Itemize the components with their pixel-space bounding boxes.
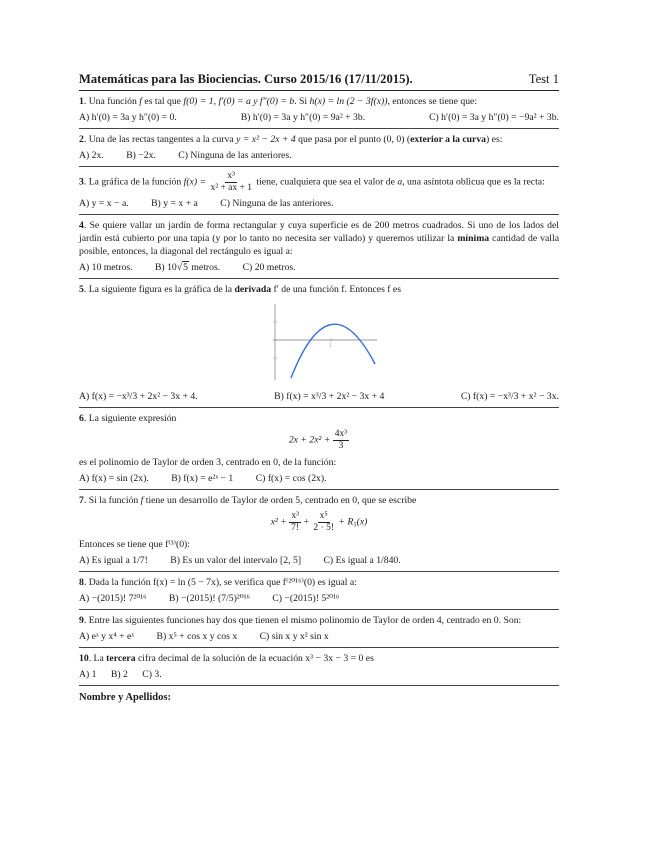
question-2	[79, 129, 559, 167]
option-c[interactable]: C) sin x y x² sin x	[259, 631, 329, 642]
option-c[interactable]: C) f(x) = cos (2x).	[255, 473, 327, 484]
option-c[interactable]: C) 20 metros.	[242, 262, 296, 273]
option-c[interactable]: C) Es igual a 1/840.	[323, 555, 401, 566]
exam-header	[79, 72, 559, 91]
option-b[interactable]: B) −2x.	[126, 150, 156, 161]
question-8	[79, 572, 559, 610]
question-6-text: 6. La siguiente expresión	[79, 413, 177, 424]
option-c[interactable]: C) Ninguna de las anteriores.	[220, 198, 334, 209]
option-a[interactable]: A) −(2015)! 7²⁰¹⁶	[79, 593, 147, 604]
question-4-options	[79, 261, 559, 274]
question-3-options	[79, 197, 559, 210]
option-c[interactable]: C) −(2015)! 5²⁰¹⁶	[272, 593, 340, 604]
option-b[interactable]: B) 2	[110, 669, 128, 680]
derivative-curve	[291, 324, 375, 378]
tick-label: 1	[329, 343, 332, 348]
question-4-text: 4. Se quiere vallar un jardín de forma rectangular y cuya superficie es de 200 metros cuadrados. Si uno de los lados del jardín está cubierto por una tapia (y por lo tanto no necesita ser vallado) y queremos utilizar la mínima cantidad de valla posible, entonces, la diagonal del rectángulo es igual a:	[79, 220, 559, 257]
option-a[interactable]: A) h′(0) = 3a y h″(0) = 0.	[79, 112, 177, 123]
question-2-text: 2. Una de las rectas tangentes a la curva y = x² − 2x + 4 que pasa por el punto (0, 0) (exterior a la curva) es:	[79, 134, 503, 145]
option-a[interactable]: A) 1	[79, 669, 97, 680]
option-a[interactable]: A) Es igual a 1/7!	[79, 555, 148, 566]
question-5-options	[79, 390, 559, 403]
question-5	[79, 279, 559, 408]
q7-expression: x² + $\frac{\text{x³}}{7!}$ + $\frac{\text{x⁵}}{2 \cdot 5!}$ + R₅(x)	[270, 511, 368, 533]
question-9-options	[79, 630, 559, 643]
question-7	[79, 490, 559, 572]
question-9-text: 9. Entre las siguientes funciones hay dos que tienen el mismo polinomio de Taylor de orden 4, centrado en 0. Son:	[79, 615, 522, 626]
question-8-options	[79, 592, 559, 605]
option-b[interactable]: B) Es un valor del intervalo [2, 5]	[170, 555, 302, 566]
question-3	[79, 167, 559, 215]
option-a[interactable]: A) 2x.	[79, 150, 104, 161]
question-6	[79, 408, 559, 490]
question-8-text: 8. Dada la función f(x) = ln (5 − 7x), se verifica que f⁽²⁰¹⁶⁾(0) es igual a:	[79, 577, 357, 588]
option-c[interactable]: C) f(x) = −x³/3 + x² − 3x.	[460, 391, 559, 402]
exam-page	[79, 72, 559, 703]
question-3-text: 3. La gráfica de la función f(x) = $\frac{\text{x³}}{\text{x² + ax + 1}}$ tiene, cualquiera que sea el valor de a, una asíntota oblicua que es la recta:	[79, 171, 545, 193]
question-2-options	[79, 149, 559, 162]
question-6-text-2: es el polinomio de Taylor de orden 3, centrado en 0, de la función:	[79, 457, 337, 468]
derivative-graph	[269, 302, 379, 382]
option-a[interactable]: A) eˣ y x⁴ + eˣ	[79, 631, 135, 642]
option-a[interactable]: A) f(x) = −x³/3 + 2x² − 3x + 4.	[79, 391, 198, 402]
question-1-text: 1. Una función f es tal que f(0) = 1, f′(0) = a y f″(0) = b. Si h(x) = ln (2 − 3f(x)), entonces se tiene que:	[79, 96, 478, 107]
question-4	[79, 215, 559, 279]
question-7-text: 7. Si la función f tiene un desarrollo de Taylor de orden 5, centrado en 0, que se escribe	[79, 495, 417, 506]
option-b[interactable]: B) x⁵ + cos x y cos x	[156, 631, 238, 642]
option-b[interactable]: B) −(2015)! (7/5)²⁰¹⁶	[168, 593, 250, 604]
question-5-text: 5. La siguiente figura es la gráfica de la derivada f′ de una función f. Entonces f es	[79, 284, 401, 295]
q3-fraction: $\frac{\text{x³}}{\text{x² + ax + 1}}$	[210, 171, 252, 193]
question-1-options	[79, 111, 559, 124]
question-7-options	[79, 554, 559, 567]
option-a[interactable]: A) y = x − a.	[79, 198, 129, 209]
question-10	[79, 648, 559, 686]
question-7-text-2: Entonces se tiene que f⁽³⁾(0):	[79, 539, 190, 550]
option-a[interactable]: A) 10 metros.	[79, 262, 133, 273]
question-9	[79, 610, 559, 648]
option-b[interactable]: B) f(x) = x³/3 + 2x² − 3x + 4	[274, 391, 385, 402]
option-b[interactable]: B) y = x + a	[151, 198, 198, 209]
q6-expression: 2x + 2x² + $\frac{\text{4x³}}{3}$	[288, 429, 348, 451]
option-c[interactable]: C) 3.	[142, 669, 162, 680]
question-6-options	[79, 472, 559, 485]
option-b[interactable]: B) 10√5 metros.	[154, 262, 221, 273]
question-1	[79, 91, 559, 129]
option-b[interactable]: B) h′(0) = 3a y h″(0) = 9a² + 3b.	[240, 112, 366, 123]
option-b[interactable]: B) f(x) = e²ˣ − 1	[171, 473, 234, 484]
name-field-label[interactable]: Nombre y Apellidos:	[79, 692, 171, 703]
question-10-text: 10. La tercera cifra decimal de la solución de la ecuación x³ − 3x − 3 = 0 es	[79, 653, 374, 664]
question-10-options	[79, 668, 559, 681]
option-a[interactable]: A) f(x) = sin (2x).	[79, 473, 149, 484]
option-c[interactable]: C) Ninguna de las anteriores.	[178, 150, 292, 161]
test-label: Test 1	[528, 72, 559, 86]
exam-title: Matemáticas para las Biociencias. Curso 2015/16 (17/11/2015).	[79, 72, 413, 86]
option-c[interactable]: C) h′(0) = 3a y h″(0) = −9a² + 3b.	[429, 112, 559, 123]
